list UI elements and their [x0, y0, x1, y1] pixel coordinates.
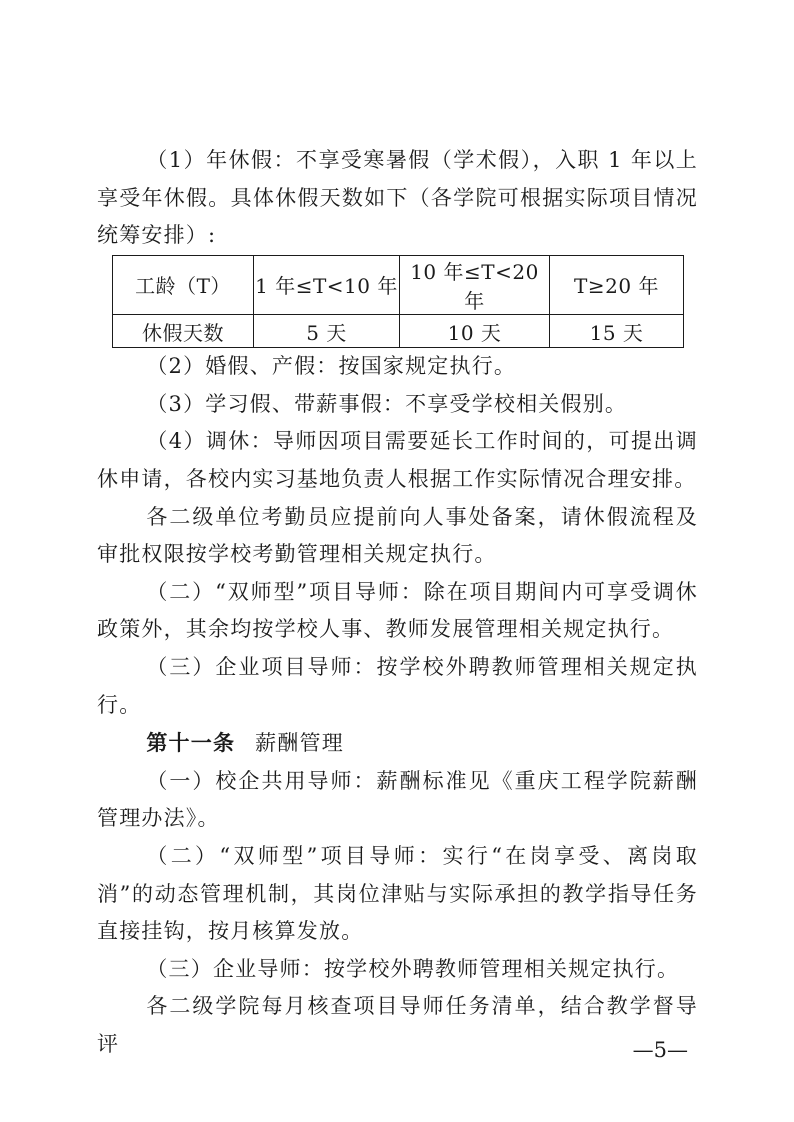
table-cell-label: 休假天数 — [113, 314, 254, 348]
paragraph-shared-mentor-salary: （一）校企共用导师：薪酬标准见《重庆工程学院薪酬管理办法》。 — [97, 768, 698, 831]
paragraph-comp-leave: （4）调休：导师因项目需要延长工作时间的，可提出调休申请，各校内实习基地负责人根据工作实际情况合理安排。 — [97, 429, 698, 492]
article-number: 第十一条 — [146, 730, 236, 756]
table-cell-days2: 10 天 — [400, 314, 550, 348]
table-header-cell-range1: 1 年≤T<10 年 — [254, 255, 400, 314]
paragraph-marriage-leave: （2）婚假、产假：按国家规定执行。 — [146, 354, 517, 379]
article-title: 薪酬管理 — [255, 731, 344, 756]
table-row-leave-days — [113, 314, 684, 348]
paragraph-annual-leave-intro: （1）年休假：不享受寒暑假（学术假），入职 1 年以上享受年休假。具体休假天数如下（各学院可根据实际项目情况统筹安排）: — [97, 148, 698, 248]
paragraph-attendance-filing: 各二级单位考勤员应提前向人事处备案，请休假流程及审批权限按学校考勤管理相关规定执行。 — [97, 504, 698, 567]
paragraph-study-leave: （3）学习假、带薪事假：不享受学校相关假别。 — [146, 391, 628, 416]
page-number: —5— — [632, 1038, 688, 1062]
table-cell-days3: 15 天 — [550, 314, 684, 348]
paragraph-dual-qualified-mentor: （二）“双师型”项目导师：除在项目期间内可享受调休政策外，其余均按学校人事、教师发展管理相关规定执行。 — [97, 579, 698, 642]
table-header-row — [113, 255, 684, 314]
paragraph-enterprise-mentor-salary: （三）企业导师：按学校外聘教师管理相关规定执行。 — [146, 956, 680, 981]
table-header-cell-seniority: 工龄（T） — [113, 255, 254, 314]
document-body — [97, 142, 698, 1064]
leave-days-table — [112, 255, 684, 349]
table-header-cell-range3: T≥20 年 — [550, 255, 684, 314]
paragraph-monthly-check: 各二级学院每月核查项目导师任务清单，结合教学督导评 — [97, 994, 698, 1056]
table-cell-days1: 5 天 — [254, 314, 400, 348]
paragraph-dual-qualified-salary: （二）“双师型”项目导师：实行“在岗享受、离岗取消”的动态管理机制，其岗位津贴与实际承担的教学指导任务直接挂钩，按月核算发放。 — [97, 844, 698, 944]
table-header-cell-range2: 10 年≤T<20 年 — [400, 255, 550, 314]
article-heading — [97, 724, 698, 763]
paragraph-enterprise-project-mentor: （三）企业项目导师：按学校外聘教师管理相关规定执行。 — [97, 655, 698, 717]
